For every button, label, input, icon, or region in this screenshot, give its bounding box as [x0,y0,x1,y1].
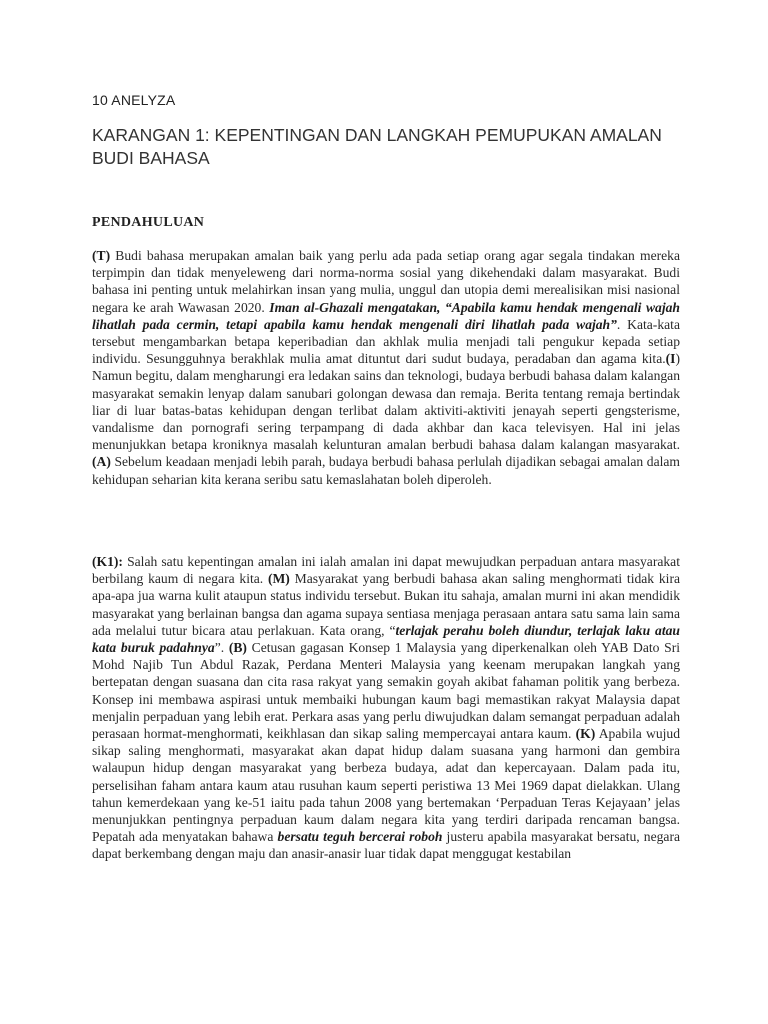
section-heading: PENDAHULUAN [92,215,205,230]
marker-k: (K) [575,726,596,742]
header-tag: 10 ANELYZA [92,92,176,108]
quote-text: “Apabila kamu hendak mengenali wajah lihatlah pada cermin, tetapi apabila kamu hendak mengenali diri lihatlah pada wajah” [92,299,680,332]
k1-text: Salah satu kepentingan amalan ini ialah amalan ini dapat mewujudkan perpaduan antara masyarakat berbilang kaum di negara kita. [92,554,680,587]
proverb: terlajak perahu boleh diundur, terlajak laku atau kata buruk padahnya [92,622,680,656]
intro-after-quote: . Kata-kata tersebut mengambarkan betapa keperibadian dan akhlak mulia menjadi tali pengukur kepada setiap individu. Sesungguhnya berakhlak mulia amat dituntut dari sudut budaya, peradaban dan agama kita. [92,316,680,367]
marker-i: (I [665,351,676,367]
marker-i-close: ) [675,351,680,367]
intro-text-i: Namun begitu, dalam mengharungi era ledakan sains dan teknologi, budaya berbudi bahasa dalam kalangan masyarakat semakin lenyap dalam sanubari golongan dewasa dan remaja. Berita tentang remaja bertindak liar di luar batas-batas kehidupan dengan terlibat dalam aktiviti-aktiviti jenayah seperti gengsterisme, vandalisme dan pornografi sering terpampang di dada akhbar dan kaca televisyen. Hal ini jelas menunjukkan betapa kroniknya masalah kelunturan amalan berbudi bahasa dalam kalangan masyarakat. [92,368,680,453]
document-title: KARANGAN 1: KEPENTINGAN DAN LANGKAH PEMUPUKAN AMALAN BUDI BAHASA [92,125,662,168]
k1-text-b: Cetusan gagasan Konsep 1 Malaysia yang diperkenalkan oleh YAB Dato Sri Mohd Najib Tun Abdul Razak, Perdana Menteri Malaysia yang keenam merupakan langkah yang bertepatan dengan suasana dan cita rasa rakyat yang semakin goyah akibat fahaman politik yang berbeza. Konsep ini membawa aspirasi untuk membaiki hubungan kaum bagi memastikan rakyat Malaysia dapat menjalin perpaduan yang lebih erat. Perkara asas yang perlu diwujudkan dalam semangat perpaduan adalah perasaan hormat-menghormati, keikhlasan dan sikap saling mempercayai antara kaum. [92,640,680,742]
marker-k1: (K1): [92,554,123,569]
saying: bersatu teguh bercerai roboh [277,829,443,845]
k1-saying-after: justeru apabila masyarakat bersatu, negara dapat berkembang dengan maju dan anasir-anasir luar tidak dapat menggugat kestabilan [92,829,680,862]
intro-text-t: Budi bahasa merupakan amalan baik yang perlu ada pada setiap orang agar segala tindakan mereka terpimpin dan tidak menyeleweng dari norma-norma sosial yang dikehendaki dalam masyarakat. Budi bahasa ini penting untuk melahirkan insan yang mulia, unggul dan utopia demi merealisikan misi nasional negara ke arah Wawasan 2020. [92,248,680,315]
proverb-close: ”. [214,640,229,656]
k1-text-m: Masyarakat yang berbudi bahasa akan saling menghormati tidak kira apa-apa jua warna kulit ataupun status individu tersebut. Bukan itu sahaja, amalan murni ini akan mendidik masyarakat yang berlainan bangsa dan agama supaya sentiasa menjaga perasaan antara satu sama lain sama ada melalui tutur bicara atau perlakuan. Kata orang, “ [92,571,681,638]
marker-a: (A) [92,454,111,470]
marker-b: (B) [228,640,247,656]
k1-text-k: Apabila wujud sikap saling menghormati, masyarakat akan dapat hidup dalam suasana yang harmoni dan gembira walaupun hidup dengan masyarakat yang berbeza budaya, adat dan kepercayaan. Dalam pada itu, perselisihan faham antara kaum atau rusuhan kaum seperti peristiwa 13 Mei 1969 dapat dielakkan. Ulang tahun kemerdekaan yang ke-51 iaitu pada tahun 2008 yang bertemakan ‘Perpaduan Teras Kejayaan’ jelas menunjukkan pentingnya perpaduan kaum dalam negara kita yang terdiri daripada rencaman bangsa. Pepatah ada menyatakan bahawa [92,726,681,845]
k1-paragraph [92,553,680,863]
marker-t: (T) [92,248,111,263]
quote-author: Iman al-Ghazali mengatakan, [269,299,441,315]
marker-m: (M) [267,571,290,587]
intro-text-a: Sebelum keadaan menjadi lebih parah, budaya berbudi bahasa perlulah dijadikan sebagai amalan dalam kehidupan seharian kita kerana seribu satu kemaslahatan boleh diperoleh. [92,454,680,487]
intro-paragraph [92,247,680,488]
